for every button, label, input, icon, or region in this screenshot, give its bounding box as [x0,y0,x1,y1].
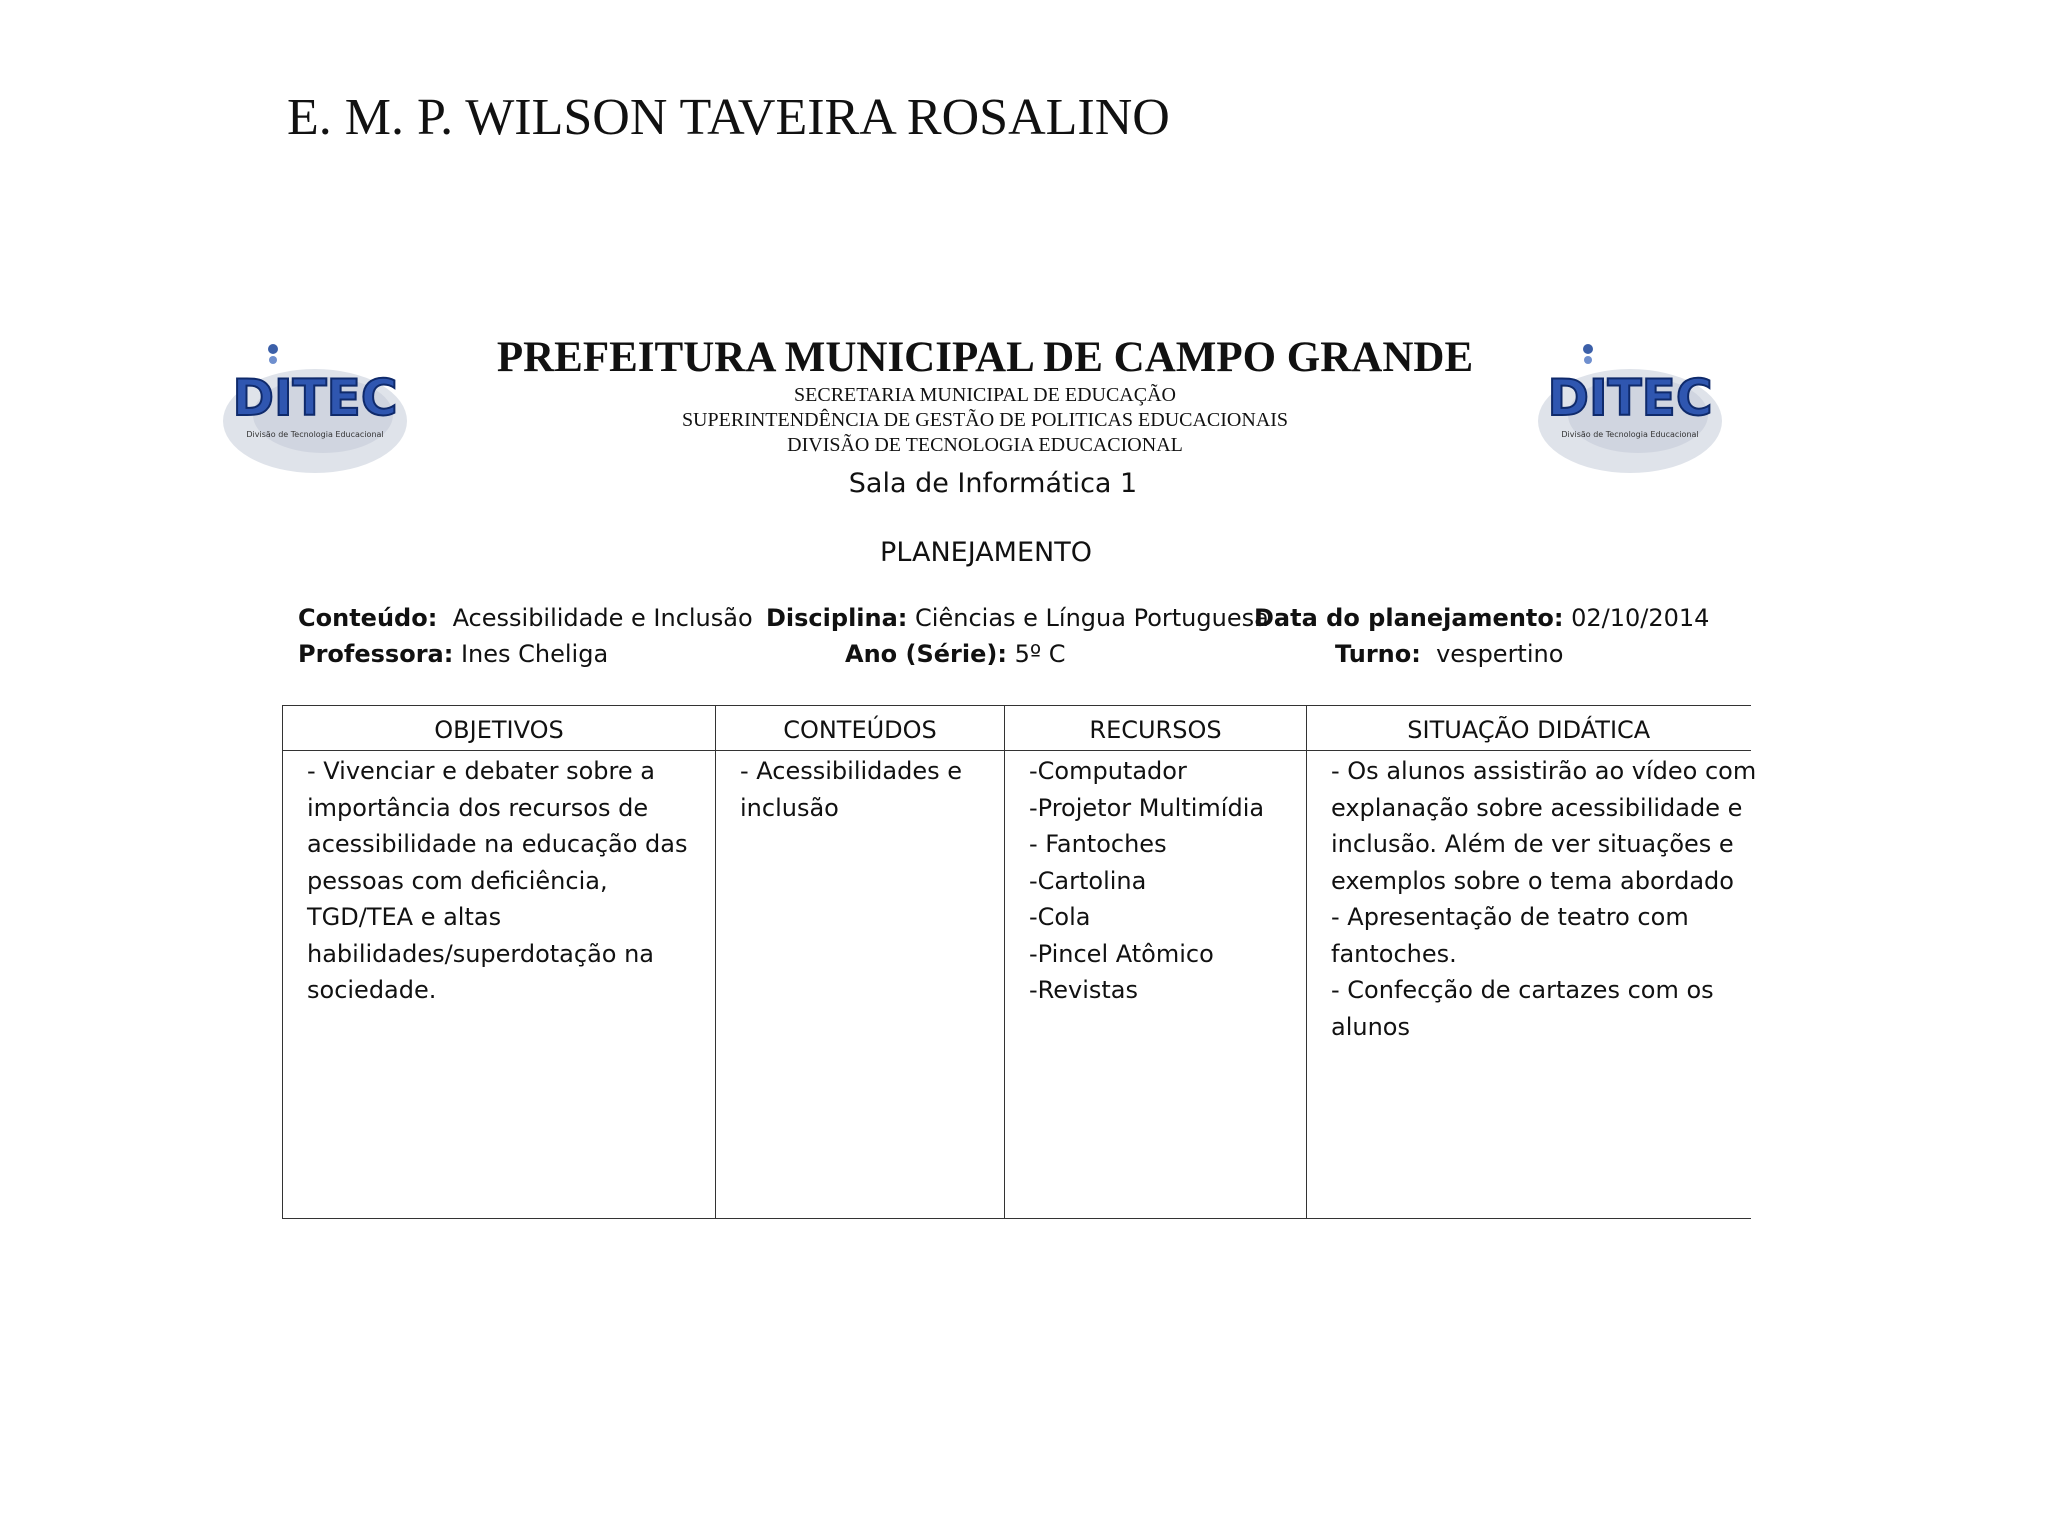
meta-conteudo [298,602,753,634]
situacao-line: explanação sobre acessibilidade e [1331,793,1743,822]
ditec-logo-left [215,333,415,483]
recursos-line: -Projetor Multimídia [1029,793,1265,822]
letterhead-line-2: SUPERINTENDÊNCIA DE GESTÃO DE POLITICAS EDUCACIONAIS [681,409,1289,431]
logo-lettering: DITEC [1547,369,1713,427]
cell-recursos [1005,751,1307,1219]
objetivos-line: - Vivenciar e debater sobre a [307,757,655,785]
meta-conteudo-value: Acessibilidade e Inclusão [452,604,753,632]
plan-title: PLANEJAMENTO [880,537,1092,568]
meta-data-value: 02/10/2014 [1571,604,1710,632]
recursos-line: -Revistas [1029,976,1139,1004]
ditec-logo-right [1530,333,1730,483]
letterhead [420,333,1550,458]
meta-data-label: Data do planejamento: [1254,604,1564,632]
conteudos-line: inclusão [740,793,839,822]
meta-turno [1335,638,1563,670]
situacao-line: - Confecção de cartazes com os [1331,976,1714,1004]
situacao-line: exemplos sobre o tema abordado [1331,866,1734,895]
meta-ano [845,638,1066,670]
meta-ano-label: Ano (Série): [845,640,1007,668]
meta-conteudo-label: Conteúdo: [298,604,438,632]
meta-professora-label: Professora: [298,640,454,668]
meta-professora [298,638,608,670]
recursos-line: - Fantoches [1029,830,1167,858]
recursos-line: -Pincel Atômico [1029,939,1214,968]
situacao-line: fantoches. [1331,939,1457,968]
situacao-line: - Apresentação de teatro com [1331,903,1689,931]
letterhead-line-3: DIVISÃO DE TECNOLOGIA EDUCACIONAL [787,434,1183,456]
cell-objetivos [283,751,716,1219]
meta-professora-value: Ines Cheliga [460,640,609,668]
organization-name: PREFEITURA MUNICIPAL DE CAMPO GRANDE [496,334,1474,381]
recursos-line: -Computador [1029,757,1187,785]
planning-table [282,705,1757,1219]
header-objetivos: OBJETIVOS [283,706,716,751]
header-conteudos: CONTEÚDOS [716,706,1005,751]
room-name: Sala de Informática 1 [848,468,1138,499]
table-row [283,751,1751,1219]
situacao-line: alunos [1331,1012,1410,1041]
logo-lettering: DITEC [232,369,398,427]
situacao-line: - Os alunos assistirão ao vídeo com [1331,757,1757,785]
header-situacao-didatica: SITUAÇÃO DIDÁTICA [1307,706,1751,751]
meta-disciplina-label: Disciplina: [766,604,908,632]
conteudos-line: - Acessibilidades e [740,757,962,785]
meta-data [1254,602,1709,634]
objetivos-line: importância dos recursos de [307,793,649,822]
objetivos-line: habilidades/superdotação na [307,939,655,968]
objetivos-line: sociedade. [307,976,437,1004]
situacao-line: inclusão. Além de ver situações e [1331,830,1734,858]
meta-turno-label: Turno: [1335,640,1421,668]
objetivos-line: pessoas com deficiência, [307,866,608,895]
meta-disciplina [766,602,1269,634]
letterhead-line-1: SECRETARIA MUNICIPAL DE EDUCAÇÃO [794,384,1176,406]
meta-ano-value: 5º C [1014,640,1066,668]
meta-turno-value: vespertino [1436,640,1564,668]
logo-subtext: Divisão de Tecnologia Educacional [246,430,384,439]
meta-disciplina-value: Ciências e Língua Portuguesa [915,604,1269,632]
recursos-line: -Cartolina [1029,866,1147,895]
header-recursos: RECURSOS [1005,706,1307,751]
table-header-row [283,706,1751,751]
objetivos-line: acessibilidade na educação das [307,830,688,858]
logo-subtext: Divisão de Tecnologia Educacional [1561,430,1699,439]
recursos-line: -Cola [1029,903,1091,931]
cell-situacao-didatica [1307,751,1757,1219]
cell-conteudos [716,751,1005,1219]
school-name: E. M. P. WILSON TAVEIRA ROSALINO [287,89,1170,146]
objetivos-line: TGD/TEA e altas [307,903,502,931]
